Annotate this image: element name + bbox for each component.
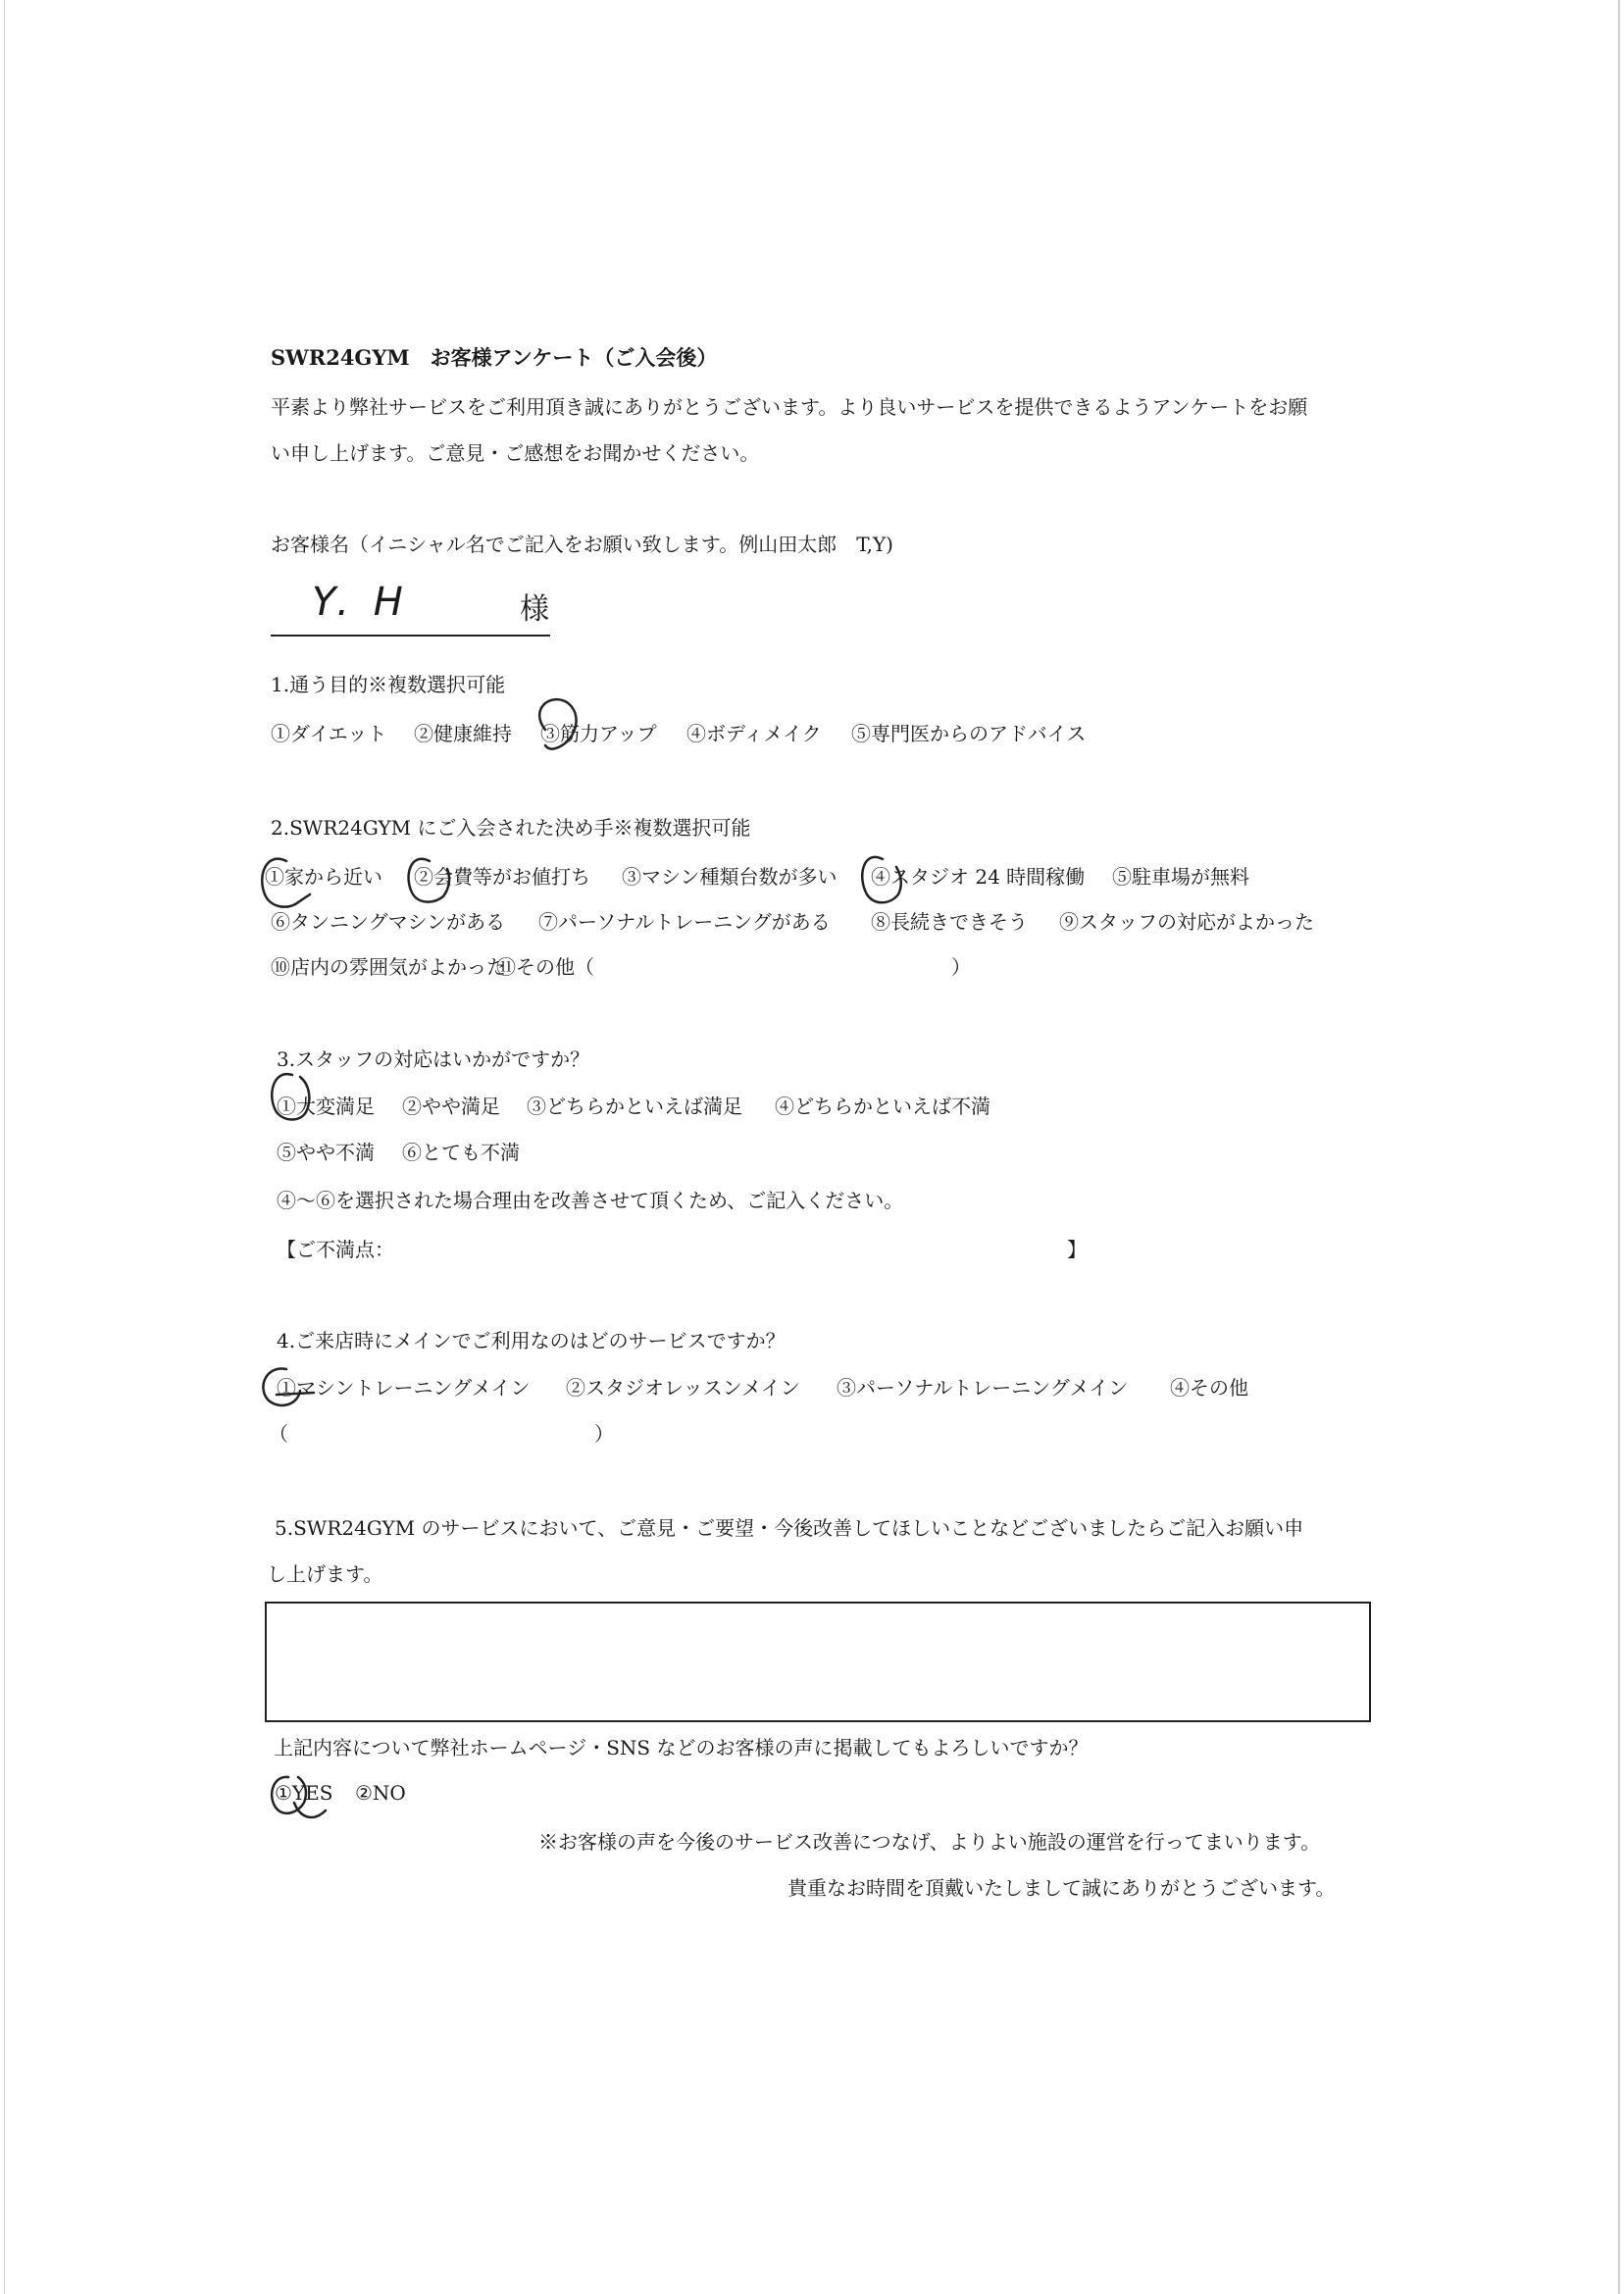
q4-option-other[interactable]: ④その他 (1170, 1376, 1248, 1400)
customer-name-label: お客様名（イニシャル名でご記入をお願い致します。例山田太郎 T,Y) (271, 533, 893, 556)
q3-complaint-close: 】 (1067, 1238, 1087, 1261)
q4-question: 4.ご来店時にメインでご利用なのはどのサービスですか？ (277, 1329, 786, 1352)
intro-line-2: い申し上げます。ご意見・ご感想をお聞かせください。 (271, 441, 760, 465)
q1-option-strength[interactable]: ③筋力アップ (540, 722, 657, 745)
consent-option-yes[interactable]: ①YES (275, 1781, 333, 1805)
q1-option-bodymake[interactable]: ④ボディメイク (686, 722, 822, 745)
q1-option-doctor[interactable]: ⑤専門医からのアドバイス (851, 722, 1087, 745)
q2-option-other-close: ） (951, 955, 971, 979)
q2-option-studio-24h[interactable]: ④スタジオ 24 時間稼働 (871, 865, 1086, 889)
q1-question: 1.通う目的※複数選択可能 (271, 673, 506, 696)
q3-option-rather-dissatisfied[interactable]: ④どちらかといえば不満 (775, 1095, 990, 1118)
customer-honorific: 様 (520, 592, 549, 627)
q5-question-line-2: し上げます。 (267, 1562, 383, 1586)
q5-answer-box[interactable] (265, 1602, 1371, 1722)
q2-option-machines[interactable]: ③マシン種類台数が多い (622, 865, 837, 889)
q3-option-very-satisfied[interactable]: ①大変満足 (277, 1095, 375, 1118)
intro-line-1: 平素より弊社サービスをご利用頂き誠にありがとうございます。より良いサービスを提供できるようアンケートをお願 (271, 395, 1308, 419)
scan-edge-right (1618, 0, 1620, 2294)
customer-name-underline (271, 635, 550, 637)
q3-complaint-label: 【ご不満点： (277, 1238, 394, 1261)
survey-title: SWR24GYM お客様アンケート（ご入会後） (271, 345, 718, 370)
q3-complaint-field[interactable] (402, 1238, 1059, 1261)
q4-other-close: ） (594, 1422, 614, 1446)
q3-option-rather-satisfied[interactable]: ③どちらかといえば満足 (527, 1095, 742, 1118)
q2-option-tanning[interactable]: ⑥タンニングマシンがある (271, 910, 506, 934)
q1-option-diet[interactable]: ①ダイエット (271, 722, 387, 745)
q4-option-personal[interactable]: ③パーソナルトレーニングメイン (837, 1376, 1129, 1400)
q2-option-personal[interactable]: ⑦パーソナルトレーニングがある (538, 910, 831, 934)
q2-option-fee[interactable]: ②会費等がお値打ち (414, 865, 590, 889)
q4-option-studio[interactable]: ②スタジオレッスンメイン (566, 1376, 800, 1400)
q2-option-atmosphere[interactable]: ⑩店内の雰囲気がよかった (271, 955, 506, 979)
q3-option-very-dissatisfied[interactable]: ⑥とても不満 (402, 1141, 520, 1164)
consent-option-no[interactable]: ②NO (355, 1781, 406, 1805)
footer-note-1: ※お客様の声を今後のサービス改善につなげ、よりよい施設の運営を行ってまいります。 (538, 1830, 1321, 1854)
q2-option-other[interactable]: ⑪その他（ (496, 955, 594, 979)
q4-option-machine[interactable]: ①マシントレーニングメイン (277, 1376, 531, 1400)
customer-name-handwritten[interactable]: Y. H (312, 580, 409, 625)
q2-option-parking[interactable]: ⑤駐車場が無料 (1112, 865, 1249, 889)
q5-question-line-1: 5.SWR24GYM のサービスにおいて、ご意見・ご要望・今後改善してほしいことなどございましたらご記入お願い申 (275, 1516, 1304, 1540)
q3-option-somewhat-satisfied[interactable]: ②やや満足 (402, 1095, 500, 1118)
q1-option-health[interactable]: ②健康維持 (414, 722, 512, 745)
q2-question: 2.SWR24GYM にご入会された決め手※複数選択可能 (271, 816, 751, 840)
q3-note: ④～⑥を選択された場合理由を改善させて頂くため、ご記入ください。 (277, 1189, 904, 1212)
q3-question: 3.スタッフの対応はいかがですか？ (277, 1047, 590, 1071)
q2-option-long-lasting[interactable]: ⑧長続きできそう (871, 910, 1028, 934)
q4-other-field[interactable] (294, 1422, 588, 1446)
q3-option-somewhat-dissatisfied[interactable]: ⑤やや不満 (277, 1141, 375, 1164)
scan-edge-left (4, 0, 5, 2294)
footer-note-2: 貴重なお時間を頂戴いたしまして誠にありがとうございます。 (787, 1876, 1336, 1900)
q4-other-open: （ (269, 1422, 288, 1446)
consent-question: 上記内容について弊社ホームページ・SNS などのお客様の声に掲載してもよろしいですか？ (274, 1736, 1089, 1759)
q2-option-near-home[interactable]: ①家から近い (265, 865, 382, 889)
q2-option-staff[interactable]: ⑨スタッフの対応がよかった (1059, 910, 1314, 934)
